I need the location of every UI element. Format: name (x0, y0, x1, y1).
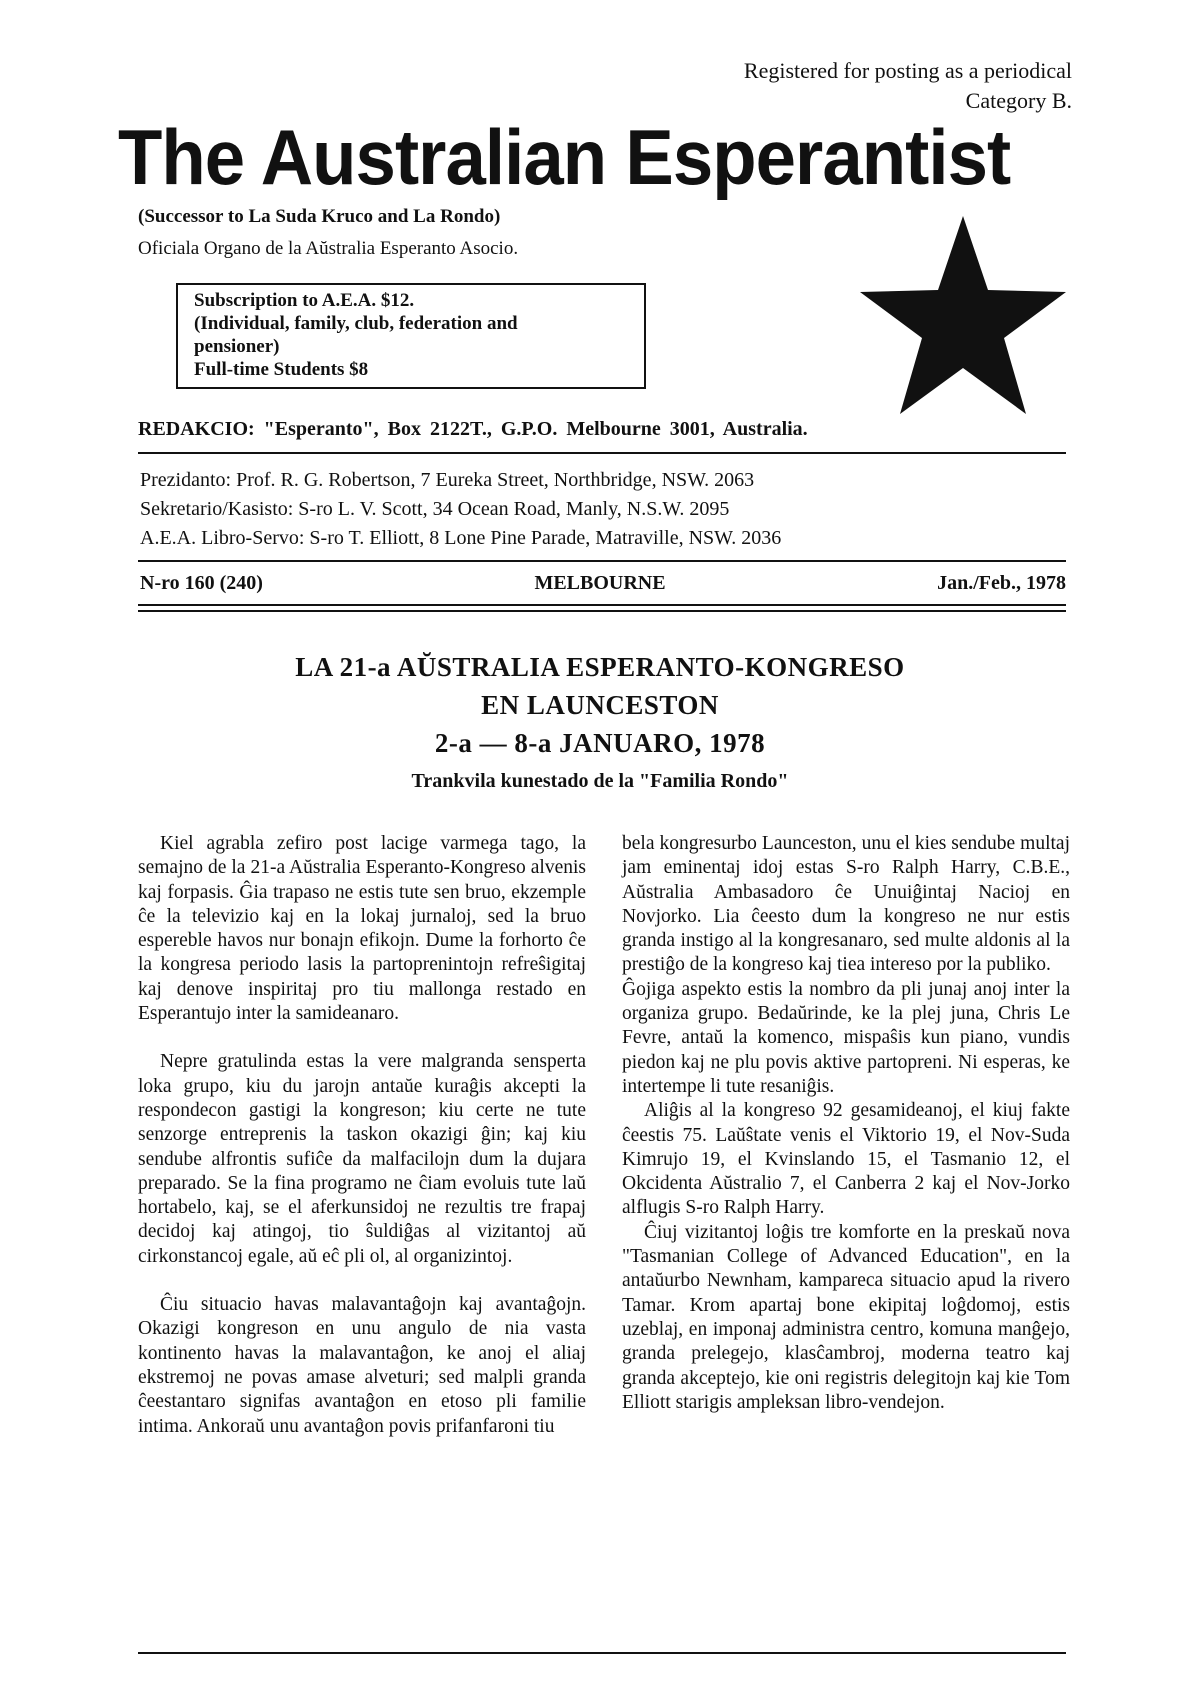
divider-rule (138, 604, 1066, 606)
officers-list (140, 466, 1066, 553)
divider-rule (138, 610, 1066, 612)
subscription-line-4: Full-time Students $8 (194, 359, 369, 380)
subscription-line-2: (Individual, family, club, federation and (194, 313, 518, 334)
registered-line-1: Registered for posting as a periodical (743, 58, 1072, 83)
officer-president: Prezidanto: Prof. R. G. Robertson, 7 Eureka Street, Northbridge, NSW. 2063 (140, 469, 755, 491)
headline-line-1: LA 21-a AŬSTRALIA ESPERANTO-KONGRESO (295, 652, 905, 682)
article-paragraph: Ĝojiga aspekto estis la nombro da pli junaj anoj inter la organiza grupo. Bedaŭrinde, ke la plej juna, Chris Le Fevre, antaŭ la komenco, mispaŝis kun piano, vundis piedon kaj ne plu povis aktive partopreni. Ni esperas, ke intertempe li tute resaniĝis. (622, 978, 1070, 1097)
postal-registration (744, 56, 1072, 116)
article-paragraph: Nepre gratulinda estas la vere malgranda sensperta loka grupo, kiu du jarojn antaŭe kuraĝis akcepti la respondecon gastigi la kongreson; kiu certe ne tute senzorge entreprenis la taskon okazigi ĝin; kaj kiu sendube alfrontis sufiĉe da malfacilojn dum la dujara preparado. Se la fina programo ne ĉiam evoluis tute laŭ hortabelo, kaj, se el aferkunsidoj ne rezultis tre frapaj decidoj kaj atingoj, tio ŝuldiĝas al vizitantoj aŭ cirkonstancoj egale, aŭ eĉ pli ol, al organizintoj. (138, 1051, 586, 1267)
issue-city: MELBOURNE (534, 572, 666, 594)
headline-line-2: EN LAUNCESTON (481, 690, 719, 720)
headline-line-3: 2-a — 8-a JANUARO, 1978 (434, 728, 766, 758)
article-paragraph: bela kongresurbo Launceston, unu el kies sendube multaj jam eminentaj idoj estas S-ro Ralph Harry, C.B.E., Aŭstralia Ambasadoro ĉe Unuiĝintaj Nacioj en Novjorko. Lia ĉeesto dum la kongreso ne nur estis granda instigo al la kongresanaro, sed multe aldonis al la prestiĝo de la kongreso kaj tiea intereso por la publiko. (622, 833, 1070, 976)
star-shape (860, 216, 1066, 414)
issue-number: N-ro 160 (240) (140, 572, 263, 594)
article-paragraph: Ĉiuj vizitantoj loĝis tre komforte en la preskaŭ nova "Tasmanian College of Advanced Education", en la antaŭurbo Newnham, kampareca situacio apud la rivero Tamar. Krom apartaj bone ekipitaj loĝdomoj, estis uzeblaj, en imponaj administra centro, komuna manĝejo, granda prelegejo, klasĉambroj, moderna teatro kaj granda akceptejo, kie oni registris delegitojn kaj kie Tom Elliott starigis ampleksan libro-vendejon. (622, 1221, 1070, 1413)
officer-book-service: A.E.A. Libro-Servo: S-ro T. Elliott, 8 Lone Pine Parade, Matraville, NSW. 2036 (140, 527, 782, 549)
article-column-right (622, 832, 1070, 1415)
official-organ-note: Oficiala Organo de la Aŭstralia Esperanto Asocio. (138, 238, 519, 259)
subscription-line-1: Subscription to A.E.A. $12. (194, 290, 415, 311)
divider-rule (138, 1652, 1066, 1654)
article-headline (120, 648, 1080, 762)
green-star-icon (858, 216, 1068, 416)
registered-line-2: Category B. (965, 88, 1072, 113)
divider-rule (138, 452, 1066, 454)
issue-date: Jan./Feb., 1978 (937, 572, 1066, 594)
officer-secretary: Sekretario/Kasisto: S-ro L. V. Scott, 34 Ocean Road, Manly, N.S.W. 2095 (140, 498, 730, 520)
article-paragraph: Aliĝis al la kongreso 92 gesamideanoj, el kiuj fakte ĉeestis 75. Laŭŝtate venis el Viktorio 19, el Nov-Suda Kimrujo 19, el Kvinslando 15, el Tasmanio 12, el Okcidenta Aŭstralio 7, el Canberra 2 kaj el Nov-Jorko alflugis S-ro Ralph Harry. (622, 1100, 1070, 1219)
divider-rule (138, 560, 1066, 562)
editorial-address: REDAKCIO: "Esperanto", Box 2122T., G.P.O. Melbourne 3001, Australia. (138, 418, 808, 440)
subscription-line-3: pensioner) (194, 336, 280, 357)
subscription-box (176, 283, 646, 389)
article-paragraph: Ĉiu situacio havas malavantaĝojn kaj avantaĝojn. Okazigi kongreson en unu angulo de nia vasta kontinento havas la malavantaĝon, ke anoj el aliaj ekstremoj ne povas amase alveturi; sed malpli granda ĉeestantaro signifas avantaĝon en etoso pli familie intima. Ankoraŭ unu avantaĝon povis prifanfaroni tiu (138, 1294, 586, 1437)
article-column-left (138, 832, 586, 1463)
issue-line (140, 572, 1066, 595)
article-subheadline: Trankvila kunestado de la "Familia Rondo" (411, 770, 789, 792)
masthead-title: The Australian Esperantist (118, 113, 1011, 201)
article-paragraph: Kiel agrabla zefiro post lacige varmega tago, la semajno de la 21-a Aŭstralia Esperanto-Kongreso alvenis kaj forpasis. Ĝia trapaso ne estis tute sen bruo, ekzemple ĉe la televizio kaj en la lokaj jurnaloj, sed la bruo espereble havos nur bonajn efikojn. Dume la forhorto ĉe la kongresa periodo lasis la partoprenintojn refreŝigitaj kaj denove inspiritaj pro tiu mallonga restado en Esperantujo inter la samideanaro. (138, 833, 586, 1025)
successor-note: (Successor to La Suda Kruco and La Rondo) (138, 206, 501, 227)
